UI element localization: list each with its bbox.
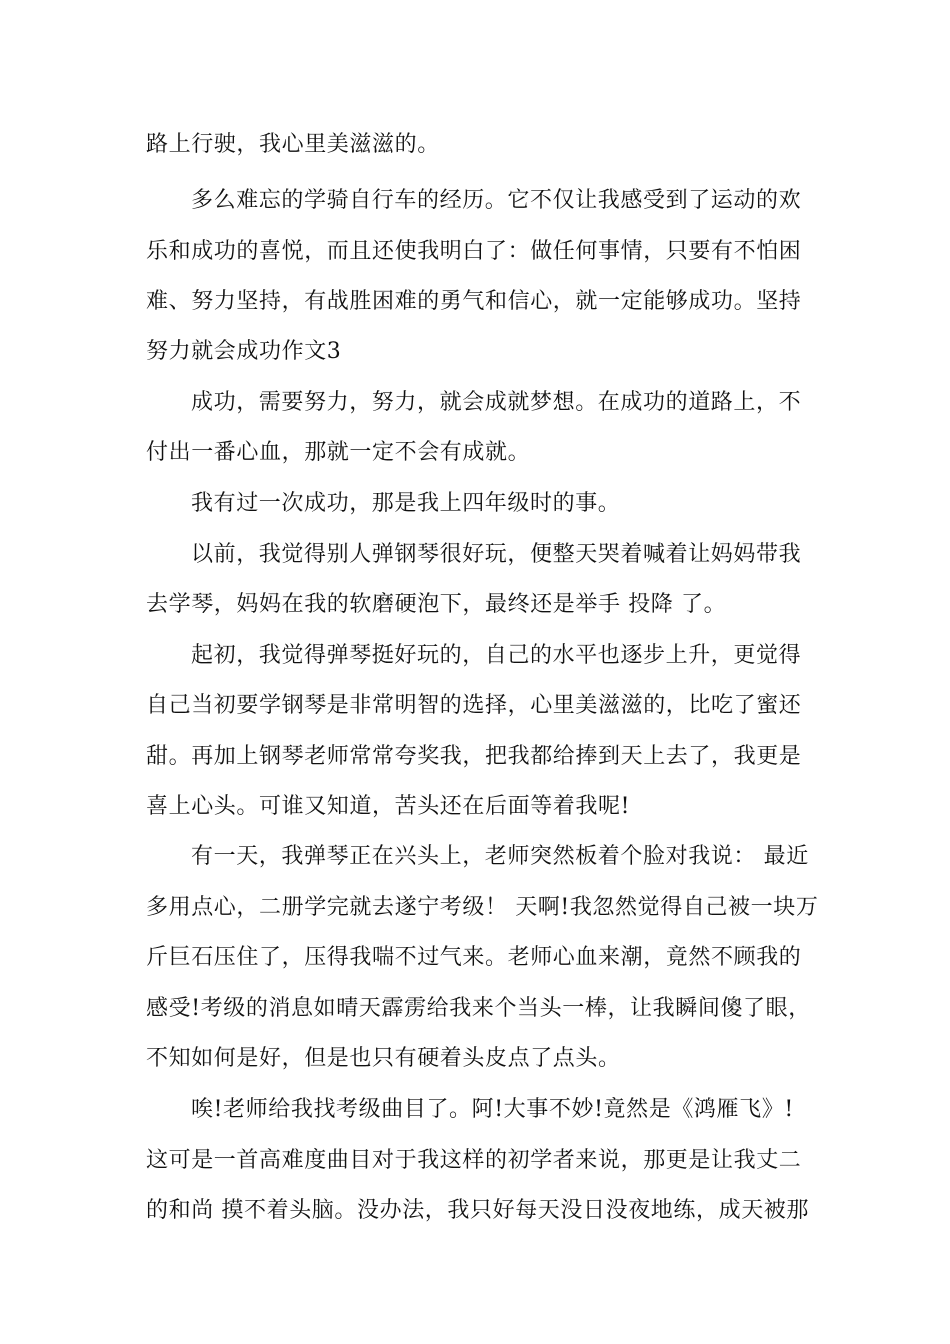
text-line: 乐和成功的喜悦，而且还使我明白了：做任何事情，只要有不怕困: [146, 239, 802, 264]
text-line: 自己当初要学钢琴是非常明智的选择，心里美滋滋的，比吃了蜜还: [146, 693, 802, 718]
text-line: 路上行驶，我心里美滋滋的。: [146, 132, 440, 157]
text-line: 感受!考级的消息如晴天霹雳给我来个当头一棒，让我瞬间傻了眼，: [146, 996, 811, 1021]
text-line: 斤巨石压住了，压得我喘不过气来。老师心血来潮，竟然不顾我的: [146, 945, 802, 970]
text-line: 以前，我觉得别人弹钢琴很好玩，便整天哭着喊着让妈妈带我: [191, 542, 802, 567]
text-line: 起初，我觉得弹琴挺好玩的，自己的水平也逐步上升，更觉得: [191, 643, 802, 668]
text-line: 甜。再加上钢琴老师常常夸奖我，把我都给捧到天上去了，我更是: [146, 744, 802, 769]
text-line: 的和尚 摸不着头脑。没办法，我只好每天没日没夜地练，成天被那: [146, 1198, 809, 1223]
text-line: 唉!老师给我找考级曲目了。阿!大事不妙!竟然是《鸿雁飞》!: [191, 1097, 794, 1122]
text-line: 去学琴，妈妈在我的软磨硬泡下，最终还是举手 投降 了。: [146, 592, 727, 617]
text-line: 多用点心，二册学完就去遂宁考级！ 天啊!我忽然觉得自己被一块万: [146, 895, 819, 920]
text-line: 这可是一首高难度曲目对于我这样的初学者来说，那更是让我丈二: [146, 1148, 802, 1173]
text-line: 成功，需要努力，努力，就会成就梦想。在成功的道路上，不: [191, 390, 802, 415]
text-line: 多么难忘的学骑自行车的经历。它不仅让我感受到了运动的欢: [191, 188, 802, 213]
text-line: 喜上心头。可谁又知道，苦头还在后面等着我呢!: [146, 794, 631, 819]
text-line: 难、努力坚持，有战胜困难的勇气和信心，就一定能够成功。坚持: [146, 289, 802, 314]
text-line: 付出一番心血，那就一定不会有成就。: [146, 440, 531, 465]
text-line: 不知如何是好，但是也只有硬着头皮点了点头。: [146, 1046, 621, 1071]
text-line: 我有过一次成功，那是我上四年级时的事。: [191, 491, 621, 516]
text-line: 努力就会成功作文3: [146, 339, 342, 364]
text-line: 有一天，我弹琴正在兴头上，老师突然板着个脸对我说： 最近: [191, 844, 809, 869]
